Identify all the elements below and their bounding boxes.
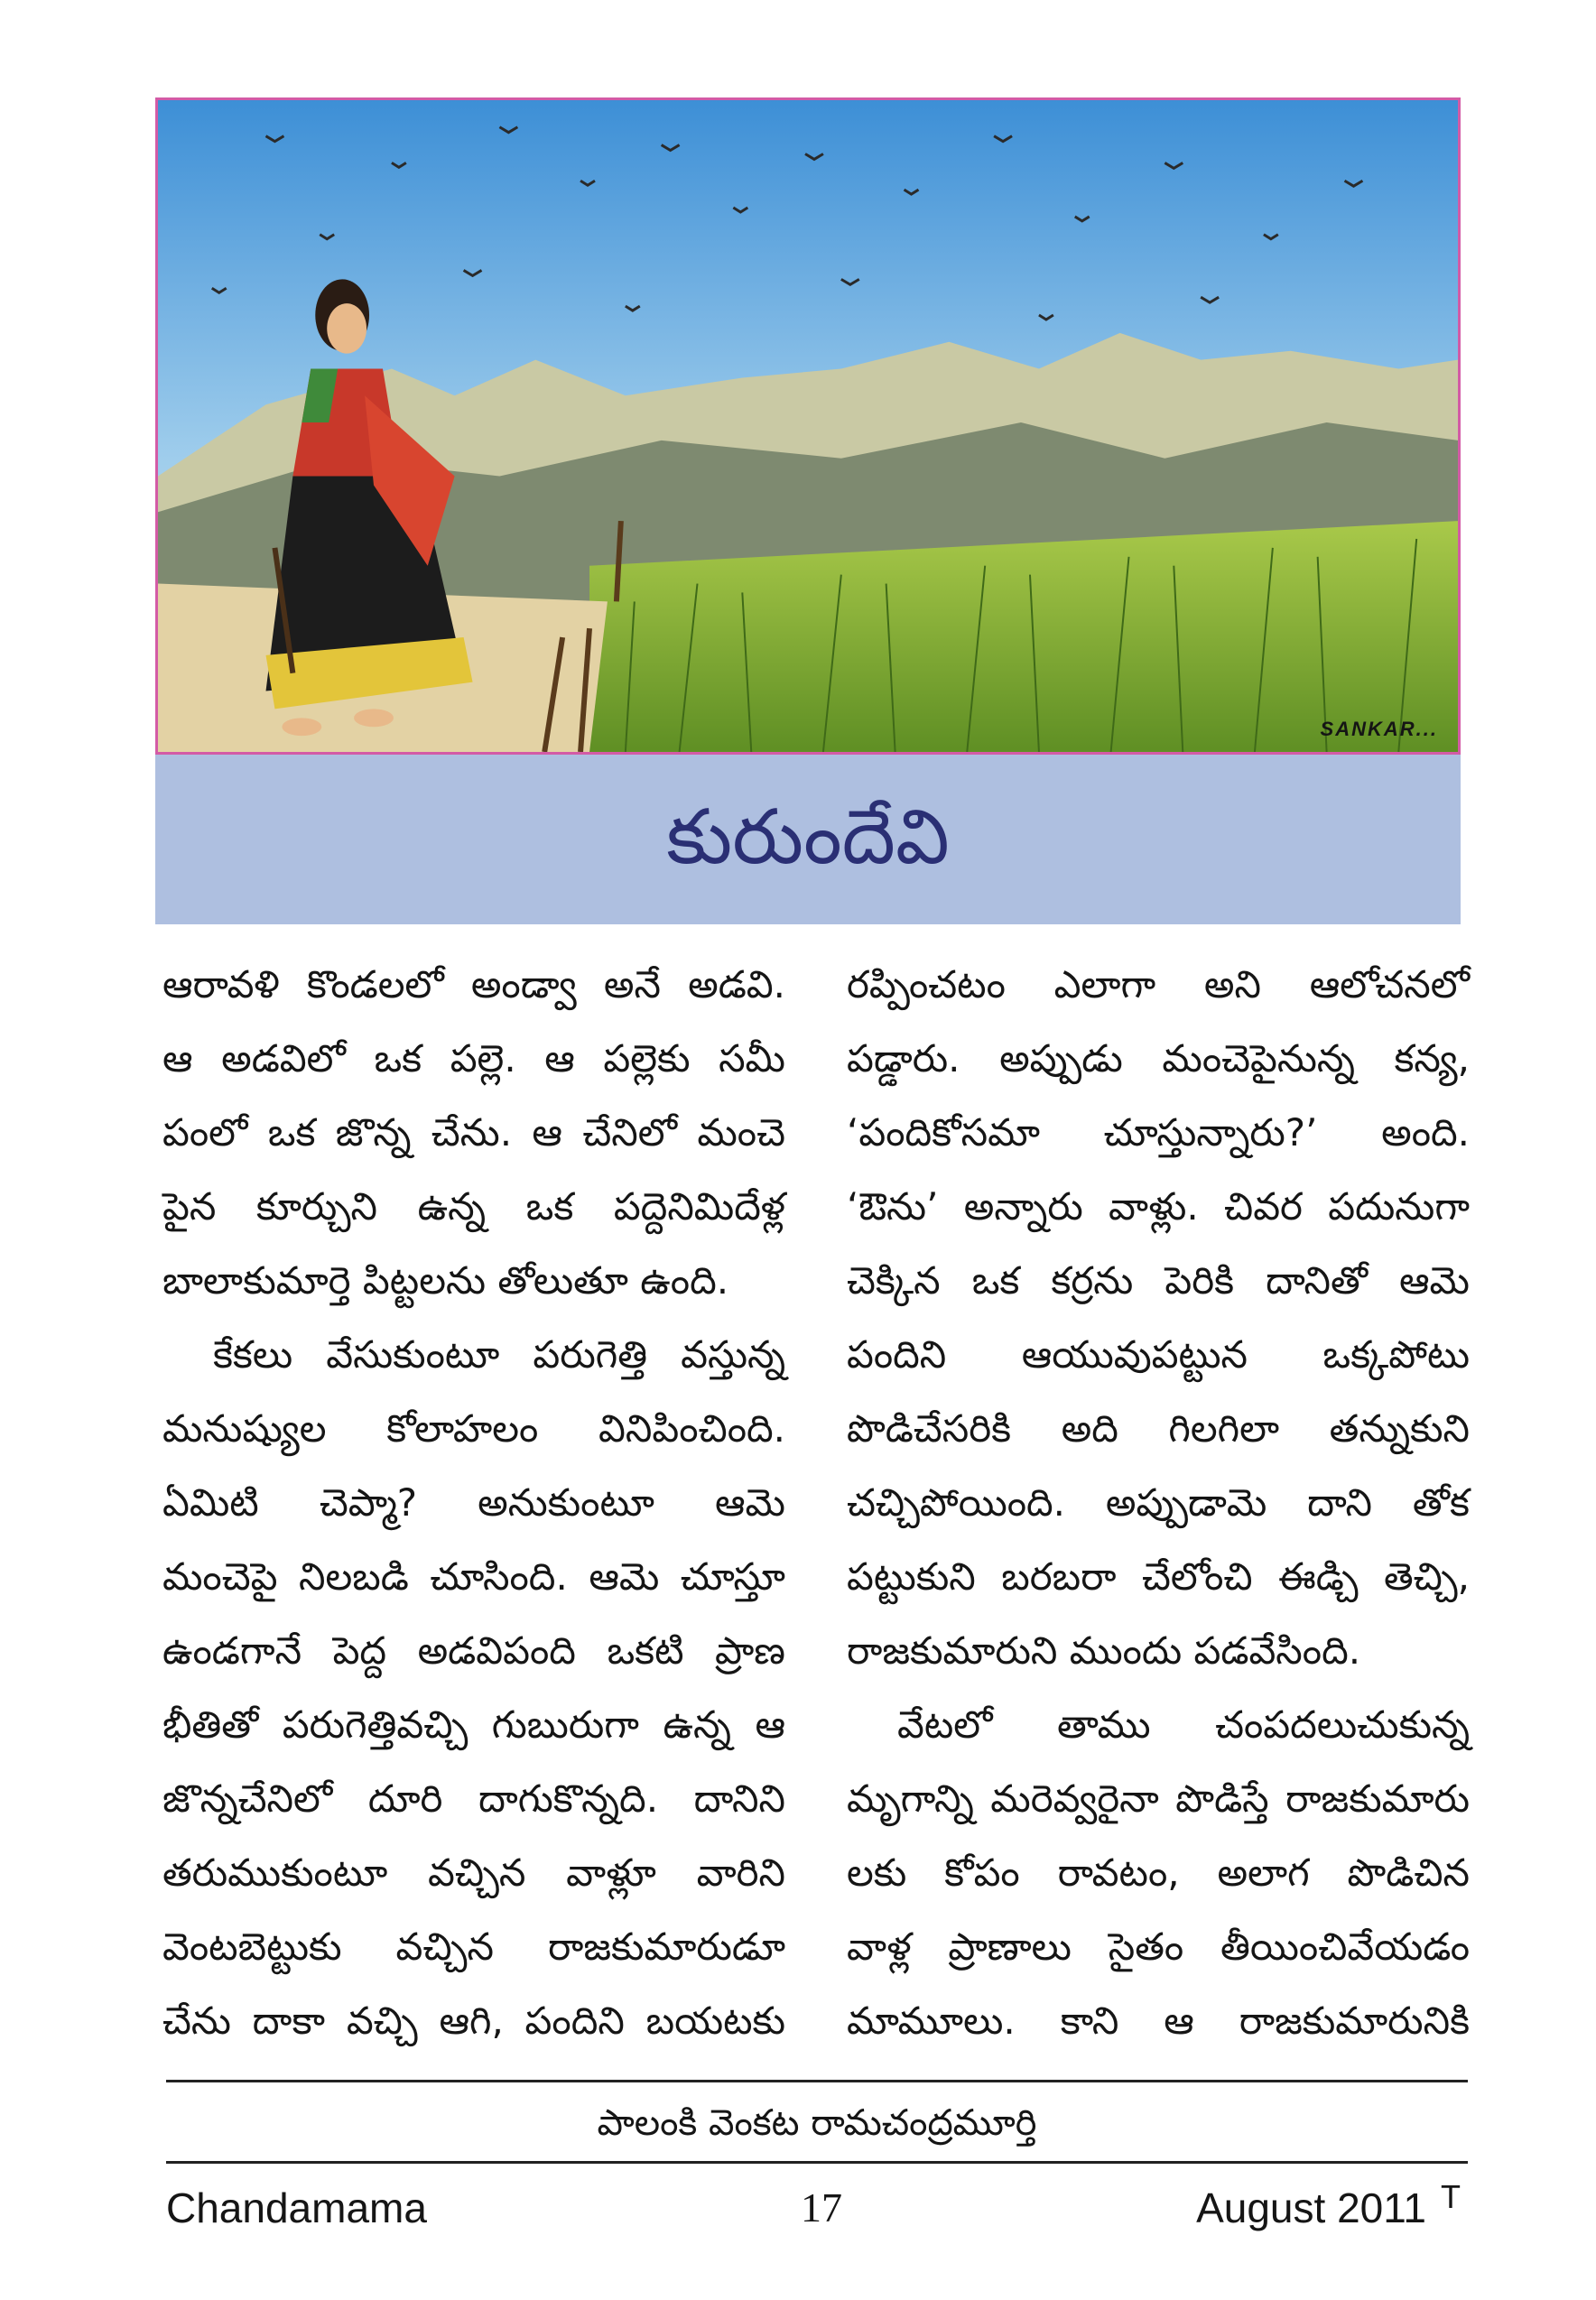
text-line: తరుముకుంటూ వచ్చిన వాళ్లూ వారిని	[162, 1850, 785, 1895]
text-line: పడ్డారు. అప్పుడు మంచెపైనున్న కన్య,	[847, 1036, 1470, 1080]
text-line: ‘ఔను’ అన్నారు వాళ్లు. చివర పదునుగా	[847, 1184, 1470, 1229]
text-line: రప్పించటం ఎలాగా అని ఆలోచనలో	[847, 962, 1470, 1006]
text-line: జొన్నచేనిలో దూరి దాగుకొన్నది. దానిని	[162, 1776, 785, 1821]
text-line: చెక్కిన ఒక కర్రను పెరికి దానితో ఆమె	[847, 1258, 1470, 1303]
text-line: ఆరావళి కొండలలో అండ్వా అనే అడవి.	[162, 962, 785, 1006]
text-line: చచ్చిపోయింది. అప్పుడామె దాని తోక	[847, 1480, 1470, 1525]
illustration-landscape	[158, 100, 1458, 752]
text-line: ఉండగానే పెద్ద అడవిపంది ఒకటి ప్రాణ	[162, 1628, 785, 1673]
title-band	[155, 755, 1461, 924]
text-line: పైన కూర్చుని ఉన్న ఒక పద్దెనిమిదేళ్ల	[162, 1184, 785, 1229]
text-line: పంలో ఒక జొన్న చేను. ఆ చేనిలో మంచె	[162, 1110, 785, 1155]
text-line: పొడిచేసరికి అది గిలగిలా తన్నుకుని	[847, 1406, 1470, 1451]
text-line: వాళ్ల ప్రాణాలు సైతం తీయించివేయడం	[847, 1924, 1470, 1969]
story-illustration	[155, 97, 1461, 755]
footer-rule	[166, 2161, 1468, 2164]
text-line: మనుష్యుల కోలాహలం వినిపించింది.	[162, 1406, 785, 1451]
text-line: చేను దాకా వచ్చి ఆగి, పందిని బయటకు	[162, 1999, 785, 2043]
text-line: కేకలు వేసుకుంటూ పరుగెత్తి వస్తున్న	[213, 1332, 785, 1377]
text-line: ఏమిటి చెప్మా? అనుకుంటూ ఆమె	[162, 1480, 785, 1525]
text-line: పందిని ఆయువుపట్టున ఒక్కపోటు	[847, 1332, 1470, 1377]
text-line: బాలాకుమార్తె పిట్టలను తోలుతూ ఉంది.	[162, 1258, 729, 1303]
text-line: రాజకుమారుని ముందు పడవేసింది.	[847, 1628, 1361, 1673]
text-line: మృగాన్ని మరెవ్వరైనా పొడిస్తే రాజకుమారు	[847, 1776, 1470, 1821]
byline-top-rule	[166, 2080, 1468, 2082]
text-line: లకు కోపం రావటం, అలాగ పొడిచిన	[847, 1850, 1470, 1895]
text-line: వేటలో తాము చంపదలుచుకున్న	[897, 1702, 1470, 1747]
corner-mark: T	[1441, 2178, 1461, 2215]
text-line: మామూలు. కాని ఆ రాజకుమారునికి	[847, 1999, 1470, 2043]
left-column	[162, 948, 785, 2058]
story-title: కురుందేవి	[666, 793, 950, 881]
issue-date: August 2011	[1196, 2184, 1426, 2231]
text-line: ‘పందికోసమా చూస్తున్నారు?’ అంది.	[847, 1110, 1470, 1155]
text-line: మంచెపై నిలబడి చూసింది. ఆమె చూస్తూ	[162, 1554, 785, 1599]
right-column	[847, 948, 1470, 2058]
author-byline: పాలంకి వెంకట రామచంద్రమూర్తి	[597, 2102, 1037, 2144]
text-line: వెంటబెట్టుకు వచ్చిన రాజకుమారుడూ	[162, 1924, 785, 1969]
text-line: ఆ అడవిలో ఒక పల్లె. ఆ పల్లెకు సమీ	[162, 1036, 785, 1080]
artist-signature: SANKAR...	[1320, 718, 1438, 740]
publication-name: Chandamama	[166, 2184, 427, 2231]
page-number: 17	[801, 2184, 842, 2230]
text-line: భీతితో పరుగెత్తివచ్చి గుబురుగా ఉన్న ఆ	[162, 1702, 785, 1747]
text-line: పట్టుకుని బరబరా చేలోంచి ఈడ్చి తెచ్చి,	[847, 1554, 1470, 1599]
